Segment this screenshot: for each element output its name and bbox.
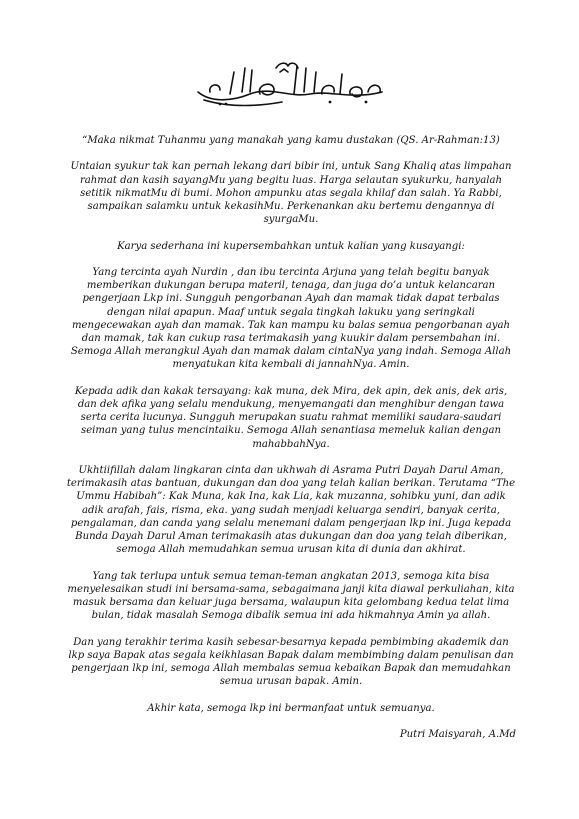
paragraph-closing: Akhir kata, semoga lkp ini bermanfaat untuk semuanya. bbox=[147, 702, 435, 714]
signature: Putri Maisyarah, A.Md bbox=[399, 729, 516, 740]
dedication-body bbox=[66, 134, 516, 754]
paragraph-classmates: Yang tak terlupa untuk semua teman-teman angkatan 2013, semoga kita bisa menyelesaikan studi ini bersama-sama, sebagaimana janji kita diawal perkuliahan, kita masuk bersama dan keluar juga bersama, walaupun kita gelombang kedua telat lima bulan, tidak masalah Semoga dibalik semua ini ada hikmahnya Amin ya allah. bbox=[67, 570, 515, 622]
paragraph-supervisor: Dan yang terakhir terima kasih sebesar-besarnya kepada pembimbing akademik dan lkp saya Bapak atas segala keikhlasan Bapak dalam membimbing dalam penulisan dan pengerjaan lkp ini, semoga Allah membalas semua kebaikan Bapak dan memudahkan semua urusan bapak. Amin. bbox=[68, 636, 514, 688]
paragraph-siblings: Kepada adik dan kakak tersayang: kak muna, dek Mira, dek apin, dek anis, dek aris, dan dek afika yang selalu mendukung, menyemangati dan menghibur dengan tawa serta cerita lucunya. Sungguh merupakan suatu rahmat memiliki saudara-saudari seiman yang tulus mencintaiku. Semoga Allah senantiasa memeluk kalian dengan mahabbahNya. bbox=[74, 385, 508, 450]
paragraph-parents: Yang tercinta ayah Nurdin , dan ibu tercinta Arjuna yang telah begitu banyak memberikan dukungan berupa materil, tenaga, dan juga do’a untuk kelancaran pengerjaan Lkp ini. Sungguh pengorbanan Ayah dan mamak tidak dapat terbalas dengan nilai apapun. Maaf untuk segala tingkah lakuku yang seringkali mengecewakan ayah dan mamak. Tak kan mampu ku balas semua pengorbanan ayah dan mamak, tak kan cukup rasa terimakasih yang kuukir dalam persembahan ini. Semoga Allah merangkul Ayah dan mamak dalam cintaNya yang indah. Semoga Allah menyatukan kita kembali di jannahNya. Amin. bbox=[70, 266, 512, 371]
basmalah-calligraphy-icon bbox=[190, 58, 390, 112]
quran-quote: “Maka nikmat Tuhanmu yang manakah yang kamu dustakan (QS. Ar-Rahman:13) bbox=[82, 135, 500, 146]
paragraph-dormitory: Ukhtiifillah dalam lingkaran cinta dan ukhwah di Asrama Putri Dayah Darul Aman, terimakasih atas bantuan, dukungan dan doa yang telah kalian berikan. Terutama “The Ummu Habibah”: Kak Muna, kak Ina, kak Lia, kak muzanna, sohibku yuni, dan adik adik arafah, fais, risma, eka. yang sudah menjadi keluarga sendiri, banyak cerita, pengalaman, dan canda yang selalu menemani dalam pengerjaan lkp ini. Juga kepada Bunda Dayah Darul Aman terimakasih atas dukungan dan doa yang telah diberikan, semoga Allah memudahkan semua urusan kita di dunia dan akhirat. bbox=[66, 465, 516, 556]
paragraph-dedication-intro: Karya sederhana ini kupersembahkan untuk kalian yang kusayangi: bbox=[117, 240, 465, 252]
paragraph-gratitude: Untaian syukur tak kan pernah lekang dari bibir ini, untuk Sang Khaliq atas limpahan rahmat dan kasih sayangMu yang begitu luas. Harga selautan syukurku, hanyalah setitik nikmatMu di bumi. Mohon ampunku atas segala khilaf dan salah. Ya Rabbi, sampaikan salamku untuk kekasihMu. Perkenankan aku bertemu dengannya di syurgaMu. bbox=[70, 161, 512, 226]
